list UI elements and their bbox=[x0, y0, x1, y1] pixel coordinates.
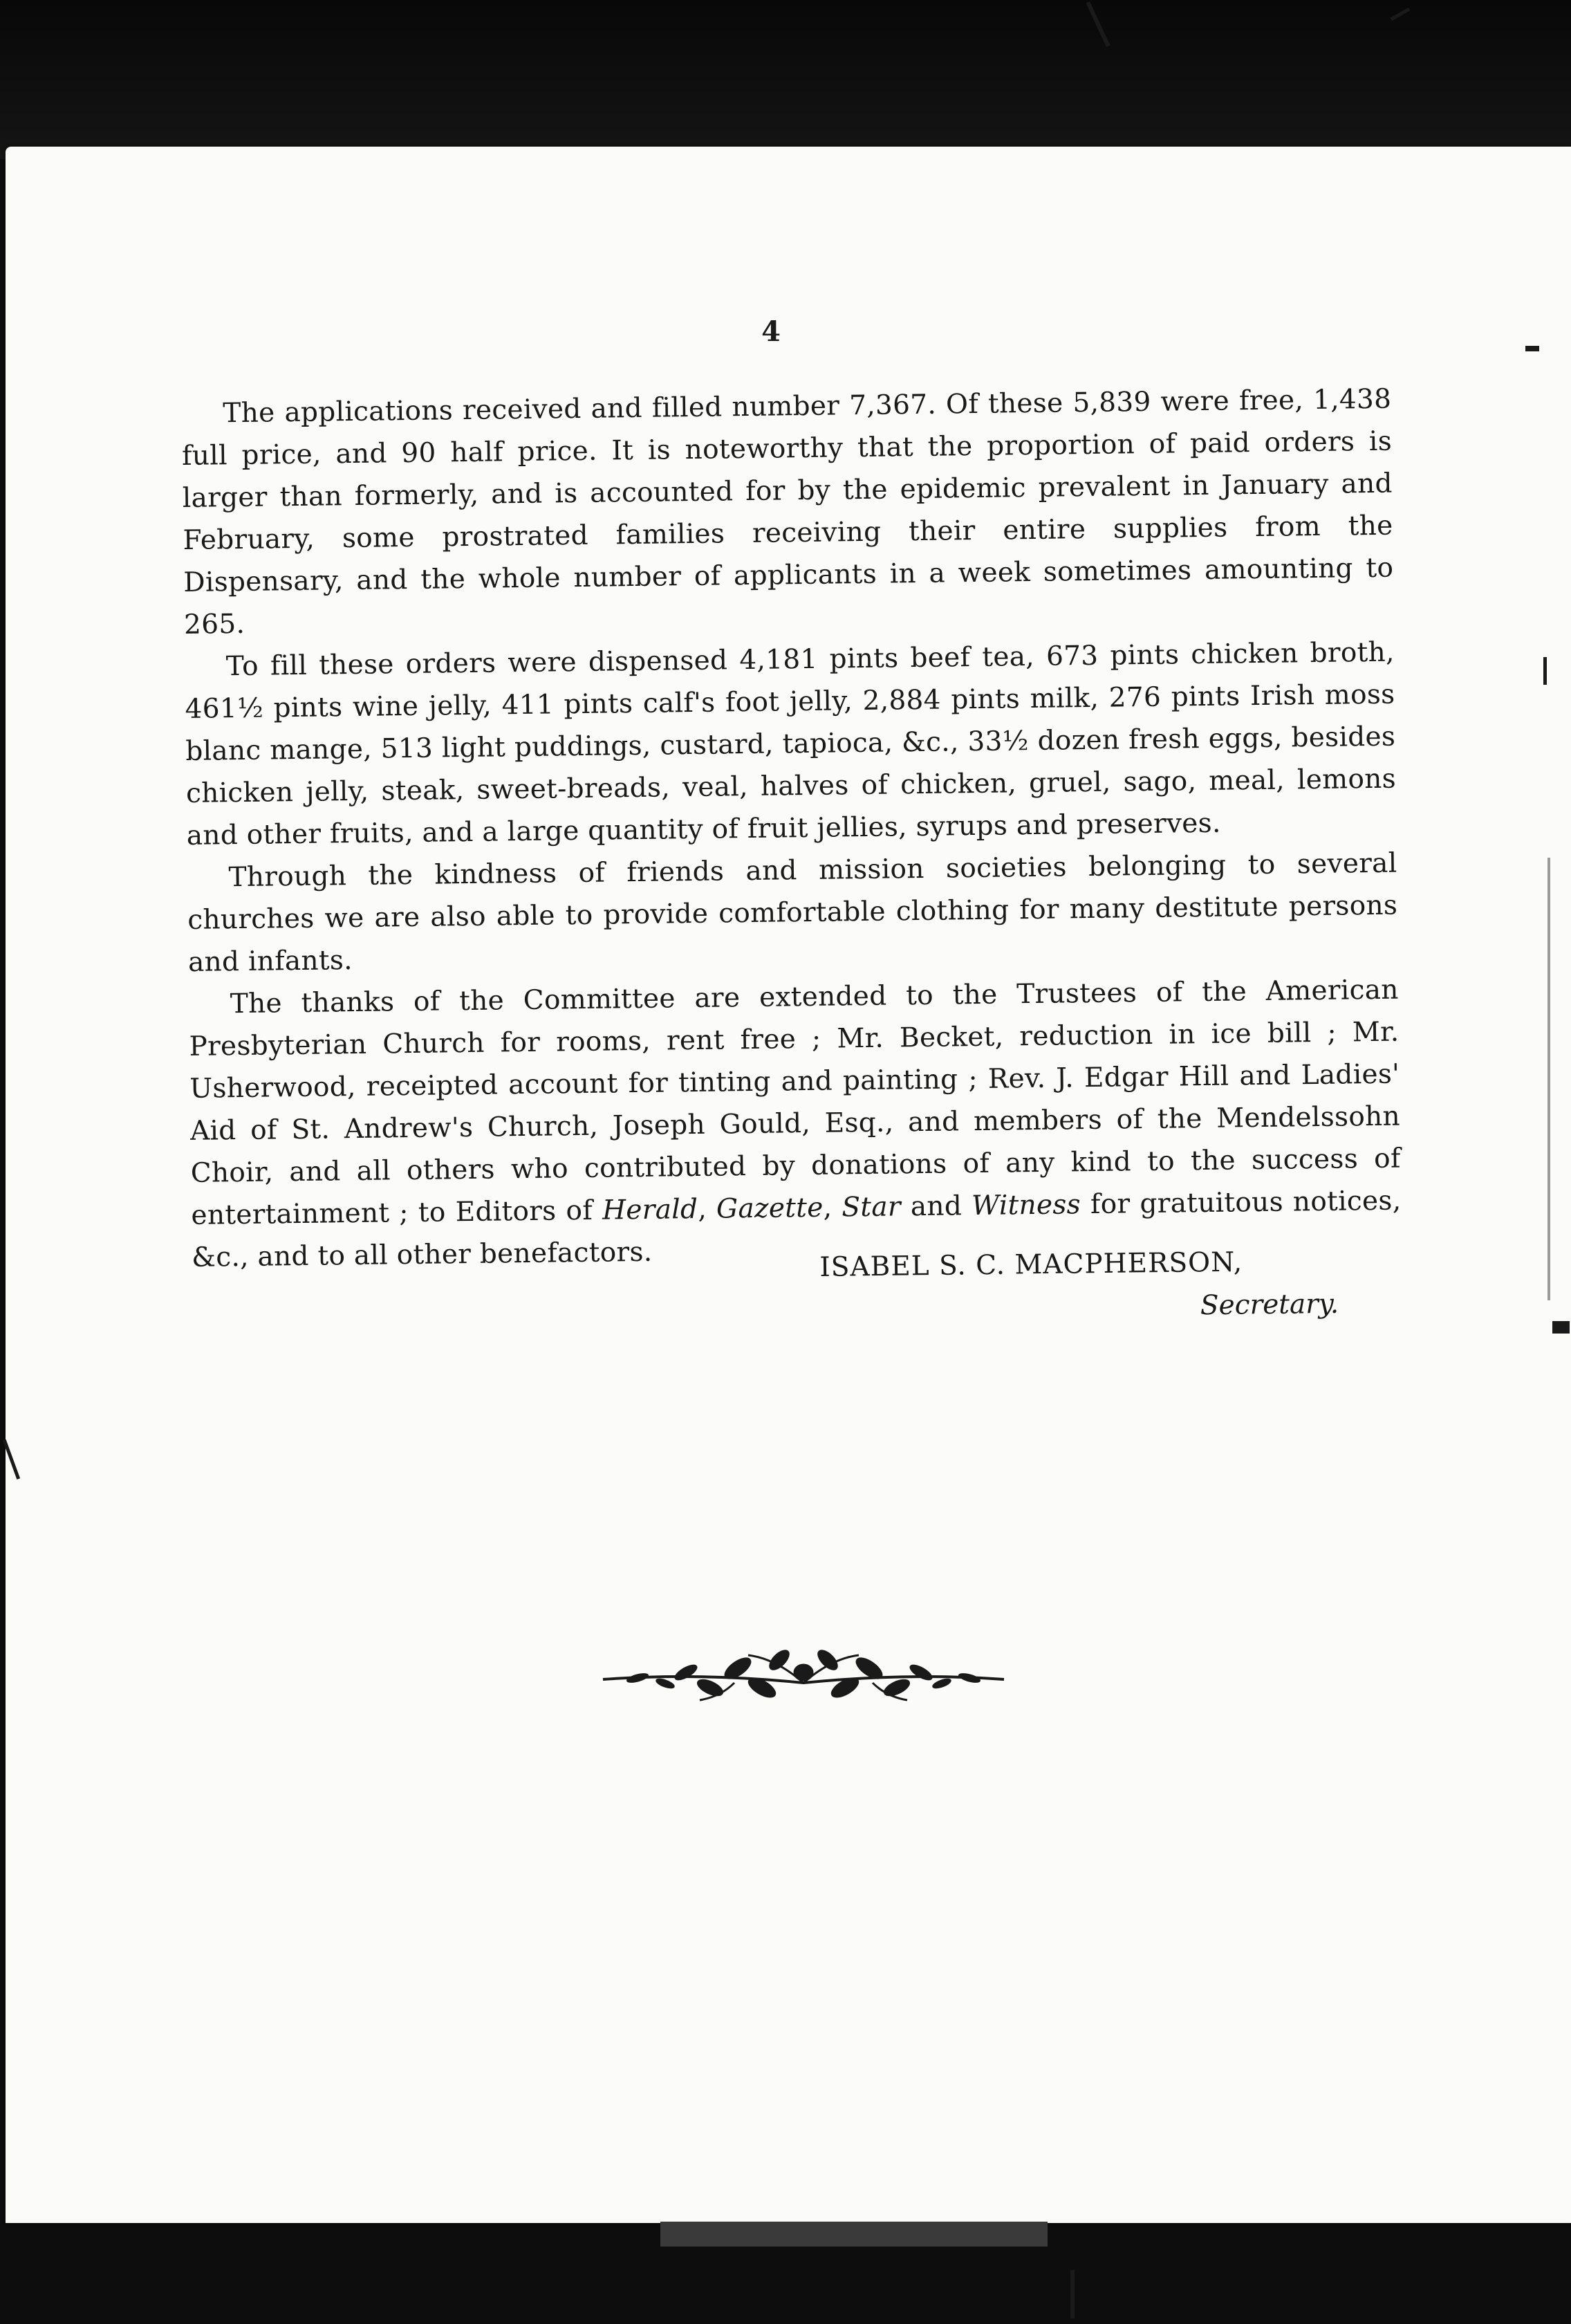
paragraph-dispensed: To fill these orders were dispensed 4,181 pints beef tea, 673 pints chicken broth, 461½ pints wine jelly, 411 pints calf's foot jelly, 2,884 pints milk, 276 pints Irish moss blanc mange, 513 light puddings, custard, tapioca, &c., 33½ dozen fresh eggs, besides chicken jelly, steak, sweet-breads, veal, halves of chicken, gruel, sago, meal, lemons and other fruits, and a large quantity of fruit jellies, syrups and preserves. bbox=[185, 636, 1397, 851]
paragraph-applications: The applications received and filled number 7,367. Of these 5,839 were free, 1,438 full price, and 90 half price. It is noteworthy that the proportion of paid orders is larger than formerly, and is accounted for by the epidemic prevalent in January and February, some prostrated families receiving their entire supplies from the Dispensary, and the whole number of applicants in a week sometimes amounting to 265. bbox=[181, 383, 1394, 640]
newspaper-star: Star bbox=[842, 1191, 902, 1224]
thanks-text: The thanks of the Committee are extended to the Trustees of the American Presbyterian Church for rooms, rent free ; Mr. Becket, reduction in ice bill ; Mr. Usherwood, receipted account for tinting and painting ; Rev. J. Edgar Hill and Ladies' Aid of St. Andrew's Church, Joseph Gould, Esq., and members of the Mendelssohn Choir, and all others who contributed by donations of any kind to the success of entertainment ; to Editors of bbox=[189, 974, 1401, 1231]
paragraph-clothing: Through the kindness of friends and mission societies belonging to several churches we are also able to provide comfortable clothing for many destitute persons and infants. bbox=[187, 847, 1398, 978]
signature-name: ISABEL S. C. MACPHERSON, bbox=[819, 1246, 1243, 1283]
newspaper-witness: Witness bbox=[971, 1189, 1081, 1222]
paragraph-thanks bbox=[188, 969, 1402, 1279]
thanks-separator: and bbox=[900, 1190, 972, 1223]
thanks-separator: , bbox=[823, 1192, 842, 1224]
scan-page-shadow bbox=[660, 2222, 1048, 2247]
scan-mark bbox=[1070, 2270, 1075, 2318]
scan-mark bbox=[1543, 657, 1547, 685]
floral-ornament-icon bbox=[596, 1645, 1011, 1707]
signature-title: Secretary. bbox=[1200, 1288, 1339, 1322]
thanks-separator: , bbox=[698, 1193, 717, 1225]
scan-mark bbox=[1552, 1321, 1570, 1334]
thanks-text-end: for gratuitous notices, &c., and to all other benefactors. bbox=[192, 1185, 1402, 1273]
signature-block bbox=[819, 1240, 1346, 1332]
scan-mark bbox=[1547, 858, 1550, 1300]
scan-mark bbox=[1525, 346, 1539, 351]
newspaper-gazette: Gazette bbox=[716, 1192, 824, 1225]
scan-background-top bbox=[0, 0, 1571, 159]
page-number: 4 bbox=[761, 315, 781, 348]
body-text bbox=[181, 378, 1402, 1279]
newspaper-herald: Herald bbox=[602, 1193, 698, 1226]
